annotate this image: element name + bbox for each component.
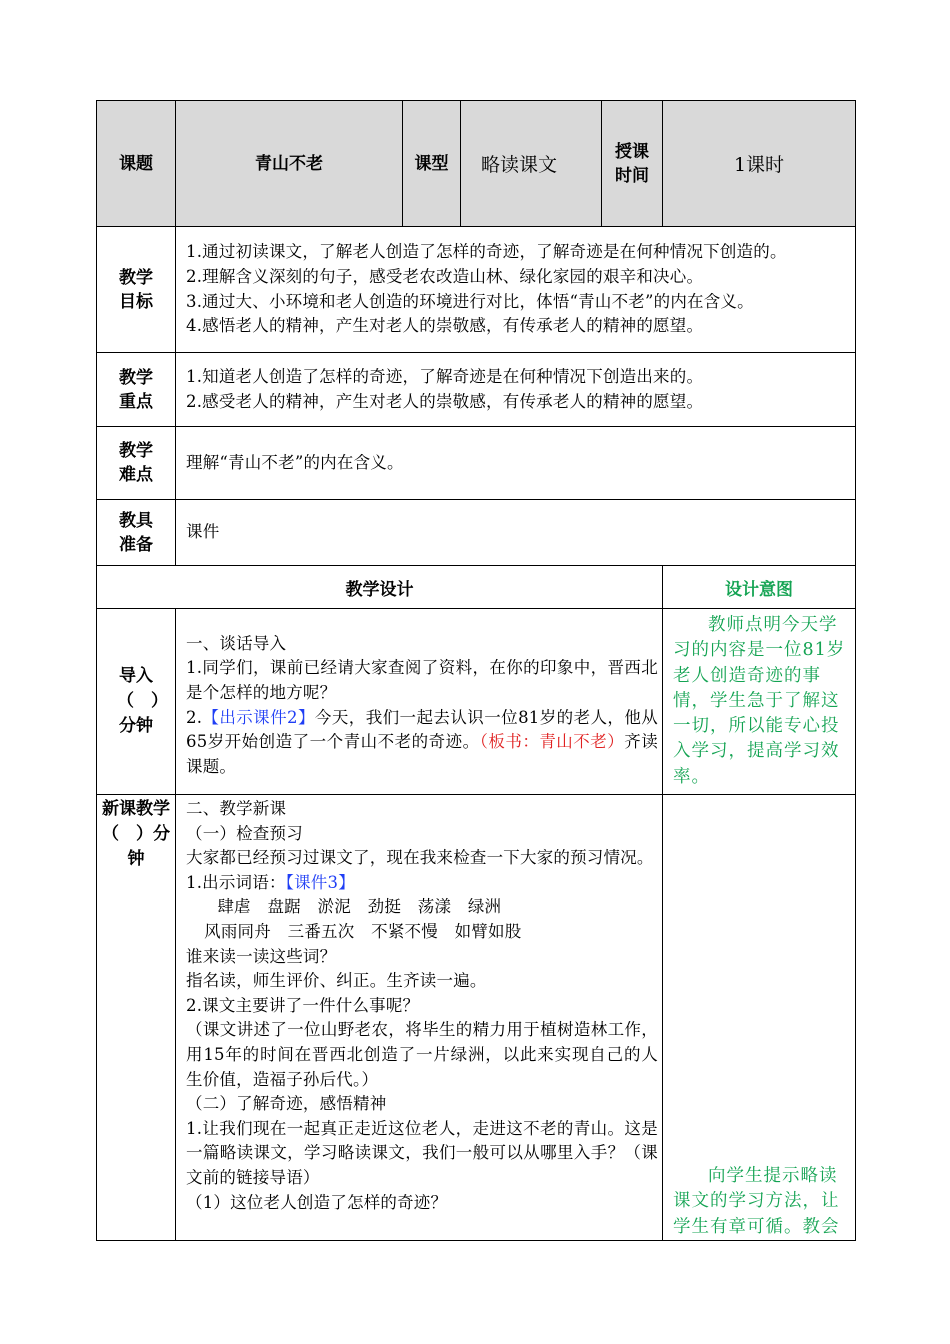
difficulty-label: 教学难点 xyxy=(97,427,176,500)
difficulty-row xyxy=(97,427,856,500)
goals-row xyxy=(97,227,856,353)
text-run: 2. xyxy=(186,707,203,727)
intro-paragraph xyxy=(186,706,658,780)
goal-item: 1.通过初读课文，了解老人创造了怎样的奇迹，了解奇迹是在何种情况下创造的。 xyxy=(186,242,787,262)
tools-row xyxy=(97,500,856,566)
intro-intent: 教师点明今天学习的内容是一位81岁老人创造奇迹的事情，学生急于了解这一切，所以能专心投入学习，提高学习效率。 xyxy=(663,609,856,795)
focus-label: 教学重点 xyxy=(97,353,176,427)
lesson-plan-table xyxy=(96,100,856,1241)
word-row: 风雨同舟 三番五次 不紧不慢 如臂如股 xyxy=(204,922,522,942)
intent-header: 设计意图 xyxy=(663,566,856,609)
intro-paragraph: 1.同学们，课前已经请大家查阅了资料，在你的印象中，晋西北是个怎样的地方呢？ xyxy=(186,658,658,702)
paragraph: （1）这位老人创造了怎样的奇迹？ xyxy=(186,1192,448,1212)
tools-label: 教具准备 xyxy=(97,500,176,566)
courseware-link[interactable]: 【课件3】 xyxy=(285,872,355,892)
text-run: 齐读课题。 xyxy=(186,732,658,776)
type-label: 课型 xyxy=(403,101,461,227)
goals-content xyxy=(176,227,856,353)
design-header-row xyxy=(97,566,856,609)
paragraph: 谁来读一读这些词？ xyxy=(186,946,337,966)
newlesson-title: 二、教学新课 xyxy=(186,799,287,819)
goal-item: 4.感悟老人的精神，产生对老人的崇敬感，有传承老人的精神的愿望。 xyxy=(186,316,704,336)
newlesson-row xyxy=(97,795,856,1241)
design-header: 教学设计 xyxy=(97,566,663,609)
newlesson-content xyxy=(176,795,663,1241)
time-label: 授课时间 xyxy=(602,101,663,227)
goals-label: 教学目标 xyxy=(97,227,176,353)
intro-label: 导入（ ）分钟 xyxy=(97,609,176,795)
focus-item: 2.感受老人的精神，产生对老人的崇敬感，有传承老人的精神的愿望。 xyxy=(186,391,704,411)
type-value: 略读课文 xyxy=(461,101,602,227)
paragraph: 大家都已经预习过课文了，现在我来检查一下大家的预习情况。 xyxy=(186,848,654,868)
newlesson-intent: 向学生提示略读课文的学习方法，让学生有章可循。教会 xyxy=(663,795,856,1241)
text-run: 今天，我们一起去认识一位81岁的老人，他从65岁开始创造了一个青山不老的奇迹。 xyxy=(186,707,658,752)
courseware-link[interactable]: 【出示课件2】 xyxy=(202,707,315,727)
time-value: 1课时 xyxy=(663,101,856,227)
focus-item: 1.知道老人创造了怎样的奇迹，了解奇迹是在何种情况下创造出来的。 xyxy=(186,366,704,386)
focus-content xyxy=(176,353,856,427)
tools-content: 课件 xyxy=(176,500,856,566)
topic-label: 课题 xyxy=(97,101,176,227)
paragraph: 指名读，师生评价、纠正。生齐读一遍。 xyxy=(186,971,487,991)
topic-value: 青山不老 xyxy=(176,101,403,227)
focus-row xyxy=(97,353,856,427)
intro-content xyxy=(176,609,663,795)
intro-row xyxy=(97,609,856,795)
newlesson-label: 新课教学（ ）分钟 xyxy=(97,795,176,1241)
intro-title: 一、谈话导入 xyxy=(186,633,287,653)
paragraph xyxy=(186,871,658,896)
word-row: 肆虐 盘踞 淤泥 劲挺 荡漾 绿洲 xyxy=(217,897,502,917)
goal-item: 3.通过大、小环境和老人创造的环境进行对比，体悟“青山不老”的内在含义。 xyxy=(186,291,754,311)
paragraph: 2.课文主要讲了一件什么事呢？ xyxy=(186,995,420,1015)
paragraph: 1.让我们现在一起真正走近这位老人，走进这不老的青山。这是一篇略读课文，学习略读课文，我们一般可以从哪里入手？（课文前的链接导语） xyxy=(186,1118,658,1187)
header-row xyxy=(97,101,856,227)
text-run: 1.出示词语： xyxy=(186,872,286,892)
goal-item: 2.理解含义深刻的句子，感受老农改造山林、绿化家园的艰辛和决心。 xyxy=(186,266,704,286)
paragraph: （课文讲述了一位山野老农，将毕生的精力用于植树造林工作，用15年的时间在晋西北创造了一片绿洲，以此来实现自己的人生价值，造福子孙后代。） xyxy=(186,1020,658,1089)
section-title: （二）了解奇迹，感悟精神 xyxy=(186,1094,387,1114)
difficulty-content: 理解“青山不老”的内在含义。 xyxy=(176,427,856,500)
section-title: （一）检查预习 xyxy=(186,823,303,843)
board-note: （板书：青山不老） xyxy=(479,732,625,752)
